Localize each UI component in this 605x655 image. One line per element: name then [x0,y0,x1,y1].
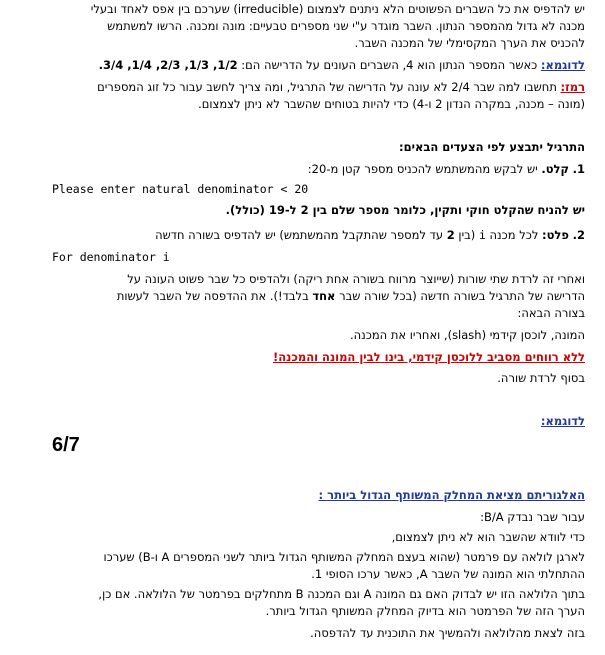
step-2-line-3: בצורה הבאה: [517,306,585,320]
step-1-code: Please enter natural denominator < 20 [52,182,309,196]
example-2-label: לדוגמא: [540,414,585,428]
step-2 [20,228,585,243]
step-1-text: יש לבקש מהמשתמש להכניס מספר קטן מ-20: [307,162,542,176]
intro-line-3: להכניס את הערך המקסימלי של המכנה השבר. [354,36,585,50]
gcd-line-3: לארגן לולאה עם פרמטר (שהוא בעצם המחלק המשותף הגדול ביותר לשני המספרים A ו-B) שערכו [103,550,585,564]
step-2-line-2 [20,289,585,304]
hint-line-2: (מונה – מכנה, במקרה הנדון 2 ו-4) כדי להיות בטוחים שהשבר לא ניתן לצמצום. [198,97,585,111]
step-2-format: המונה, לוכסן קידמי (slash), ואחריו את המכנה. [350,328,585,342]
gcd-heading [20,488,585,503]
step-2-end: בסוף לרדת שורה. [497,371,585,385]
gcd-line-2: כדי לוודא שהשבר הוא לא ניתן לצמצום, [391,530,585,544]
intro-line-1: יש להדפיס את כל השברים הפשוטים הלא ניתנים לצמצום (irreducible) שערכם בין אפס לאחד ובעלי [90,2,585,16]
hint-text-1: תחשבו למה שבר 2/4 לא עונה על הדרישה של התרגיל, ומה צריך לחשב עבור כל זוג המספרים [97,80,561,94]
step-2-title: פלט: [542,228,569,242]
step-2-text-b: (בין [454,228,479,242]
step-2-line-1: ואחרי זה לרדת שתי שורות (שייוצר מרווח בשורה אחת ריקה) ולהדפיס כל שבר פשוט העונה על [127,272,585,286]
intro-line-2: מכנה לא גדול מהמספר הנתון. השבר מוגדר ע"י שני מספרים טבעיים: מונה ומכנה. הרשו למשתמש [107,19,585,33]
steps-heading: התרגיל יתבצע לפי הצעדים הבאים: [398,140,585,154]
step-1-note: יש להניח שהקלט חוקי ותקין, כלומר מספר שלם בין 2 ל-19 (כולל). [225,203,585,217]
hint-line-1 [20,80,585,95]
step-1-title: קלט. [541,162,569,176]
gcd-line-7: בזה לצאת מהלולאה ולהמשיך את התוכנית עד להדפסה. [310,626,585,640]
page-number: 6/7 [52,434,80,456]
example-1-label: לדוגמא: [540,58,585,72]
gcd-heading-c: : [318,488,328,502]
step-2-line-2b: אחד [312,289,336,303]
gcd-line-6: הערך הזה של הפרמטר הוא בדיוק המחלק המשותף הגדול ביותר. [265,604,585,618]
example-1-text: כאשר המספר הנתון הוא 4, השברים העונים על הדרישה הם: [237,58,541,72]
step-2-line-2a: הדרישה של התרגיל בשורה חדשה (בכל שורה שבר [335,289,585,303]
step-2-text-a: לכל מכנה [485,228,543,242]
step-1-number: 1. [572,162,585,176]
example-1 [20,58,585,73]
step-1 [20,162,585,177]
hint-label: רמז: [560,80,585,94]
gcd-heading-a: האלגוריתם מציאת [483,488,585,502]
gcd-line-4: ההתחלתי הוא המונה של השבר A, כאשר ערכו הסופי 1. [311,567,585,581]
gcd-line-5: בתוך הלולאה הזו יש לבדוק האם גם המונה A וגם המכנה B מתחלקים בפרמטר של הלולאה. אם כן, [98,587,585,601]
step-2-number: 2. [572,228,585,242]
example-1-fractions: 1/2, 1/3, 2/3, 1/4, 3/4. [98,58,238,72]
gcd-line-1: עבור שבר נבדק B/A: [480,510,585,524]
step-2-code: For denominator i [52,250,170,264]
step-2-var-i: i [478,228,486,242]
gcd-heading-b: המחלק המשותף הגדול ביותר [327,488,484,502]
step-2-two: 2 [446,228,455,242]
step-2-line-2c: בלבד!). את ההדפסה של השבר לעשות [116,289,313,303]
step-2-text-c: עד למספר שהתקבל מהמשתמש) יש להדפיס בשורה חדשה [155,228,447,242]
step-2-warning: ללא רווחים מסביב ללוכסן קידמי, בינו לבין המונה והמכנה! [273,350,585,364]
